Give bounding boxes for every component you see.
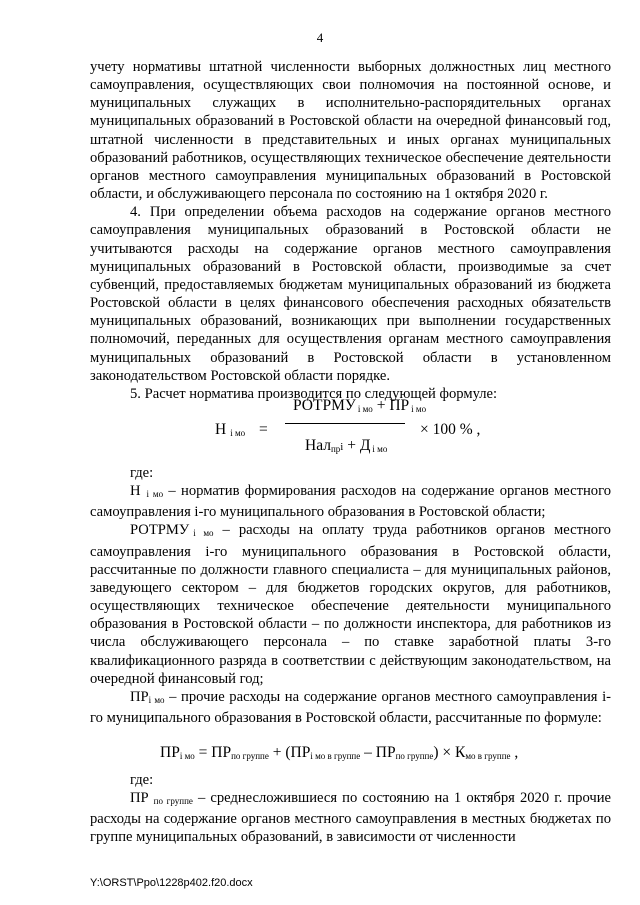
definition-sub: по группе bbox=[153, 796, 193, 807]
page-number: 4 bbox=[316, 30, 324, 45]
formula2-sub: i мо bbox=[179, 751, 195, 761]
definition-sub: i мо bbox=[146, 489, 164, 500]
formula-lhs bbox=[215, 421, 245, 439]
paragraph-continuation: учету нормативы штатной численности выборных должностных лиц местного самоуправления, осуществляющих свои полномочия на постоянной основе, и муниципальных служащих в исполнительно-распорядительных органах муниципальных образований в Ростовской области на очередной финансовый год, штатной численности в представительных и иных органах муниципальных образований работников, осуществляющих техническое обеспечение деятельности органов местного самоуправления муниципальных образований в Ростовской области, и обслуживающего персонала по состоянию на 1 октября 2020 г. bbox=[90, 59, 611, 203]
definition-text: – расходы на оплату труда работников органов местного самоуправления i-го муниципального образования в Ростовской области, рассчитанные по должности главного специалиста – для муниципальных районов, заведующего сектором – для бюджетов городских округов, для работников, осуществляющих техническое обеспечение деятельности муниципального образования в Ростовской области – по должности инспектора, для работников из числа обслуживающего персонала – по ставке заработной платы 3-го квалификационного разряда в соответствии с действующим законодательством, на очередной финансовый год; bbox=[90, 522, 611, 687]
formula2-sub: по группе bbox=[395, 751, 434, 761]
formula2-sub: мо в группе bbox=[465, 751, 511, 761]
formula2-part: ПР bbox=[160, 744, 180, 761]
formula-multiplier: × 100 % , bbox=[420, 421, 481, 438]
definition-sub: i мо bbox=[193, 528, 214, 539]
formula-other-expenses bbox=[160, 744, 580, 766]
formula-denominator bbox=[305, 437, 387, 455]
formula2-sub: i мо в группе bbox=[310, 751, 361, 761]
text-block-upper bbox=[90, 58, 611, 403]
numerator-symbol-b: ПР bbox=[389, 397, 410, 414]
definition-text: – прочие расходы на содержание органов местного самоуправления i-го муниципального образования в Ростовской области, рассчитанные по формуле: bbox=[90, 688, 611, 727]
definition-sub: i мо bbox=[148, 694, 165, 705]
formula-norm bbox=[215, 395, 515, 465]
formula2-part: , bbox=[510, 744, 519, 761]
denominator-plus: + bbox=[347, 437, 356, 454]
fraction-bar bbox=[285, 423, 405, 424]
formula2-part: ) × К bbox=[433, 744, 466, 761]
formula2-part: + (ПР bbox=[268, 744, 311, 761]
definition-pr-group bbox=[90, 789, 611, 846]
definition-rotrmu bbox=[90, 521, 611, 687]
formula-numerator bbox=[293, 397, 426, 415]
definition-pr bbox=[90, 688, 611, 727]
denominator-symbol-b: Д bbox=[359, 437, 371, 454]
denominator-sub-b: i мо bbox=[372, 444, 388, 454]
definition-text: – норматив формирования расходов на содержание органов местного самоуправления i-го муниципального образования в Ростовской области; bbox=[90, 483, 611, 521]
footer-file-path: Y:\ORST\Ppo\1228p402.f20.docx bbox=[90, 877, 253, 889]
denominator-sub-a: пр bbox=[330, 444, 341, 454]
definition-symbol: ПР bbox=[130, 790, 149, 807]
formula2-sub: по группе bbox=[231, 751, 269, 761]
denominator-index: i bbox=[340, 441, 344, 453]
definition-symbol: Н bbox=[130, 483, 141, 500]
numerator-sub-b: i мо bbox=[411, 404, 427, 414]
formula-equals: = bbox=[259, 421, 268, 438]
definition-n bbox=[90, 482, 611, 521]
definition-symbol: ПР bbox=[130, 688, 149, 705]
numerator-sub-a: i мо bbox=[357, 404, 373, 414]
paragraph-4: 4. При определении объема расходов на содержание органов местного самоуправления муниципальных образований в Ростовской области не учитываются расходы на содержание органов местного самоуправления муниципальных образований в Ростовской области, производимые за счет субвенций, предоставляемых бюджетам муниципальных образований из бюджета Ростовской области в целях финансового обеспечения расходных обязательств муниципальных образований, возникающих при выполнении государственных полномочий, переданных для осуществления органам местного самоуправления муниципальных образований в Ростовской области в установленном законодательством Ростовской области порядке. bbox=[90, 204, 611, 384]
definition-symbol: РОТРМУ bbox=[130, 522, 190, 539]
formula2-part: = ПР bbox=[194, 744, 232, 761]
where-label: где: bbox=[130, 465, 154, 481]
numerator-symbol-a: РОТРМУ bbox=[293, 397, 356, 414]
where-label: где: bbox=[130, 772, 154, 788]
text-block-lower bbox=[90, 771, 611, 847]
numerator-plus: + bbox=[376, 397, 386, 414]
text-block-definitions bbox=[90, 464, 611, 727]
definition-text: – среднесложившиеся по состоянию на 1 октября 2020 г. прочие расходы на содержание органов местного самоуправления в местных бюджетах по группе муниципальных образований, в зависимости от численности bbox=[90, 790, 611, 846]
paragraph-5: 5. Расчет норматива производится по следующей формуле: bbox=[130, 385, 498, 402]
denominator-symbol-a: Нал bbox=[305, 437, 331, 454]
formula2-part: – ПР bbox=[360, 744, 396, 761]
formula-lhs-symbol: Н bbox=[215, 421, 227, 438]
formula-lhs-sub: i мо bbox=[230, 428, 246, 438]
